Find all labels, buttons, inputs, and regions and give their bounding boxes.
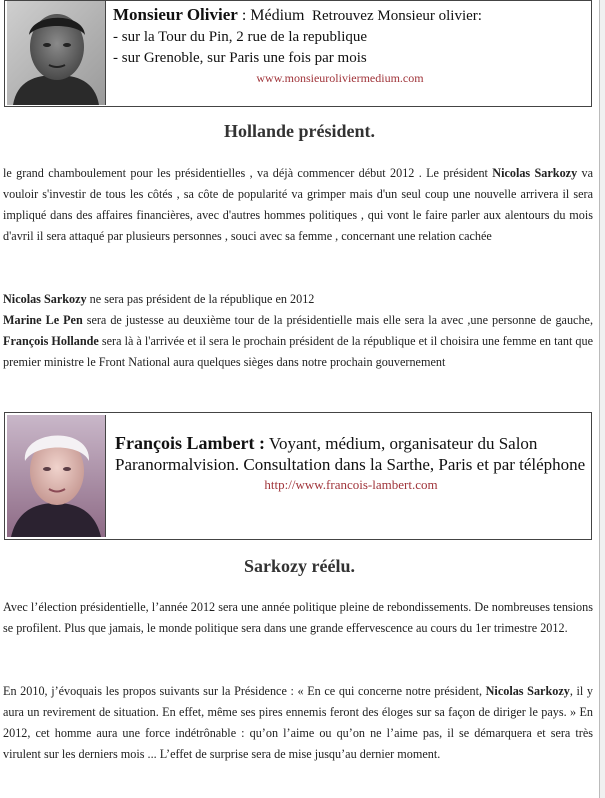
medium-name: François Lambert :	[115, 433, 265, 453]
name-sarkozy: Nicolas Sarkozy	[492, 166, 578, 180]
location-line-1: - sur la Tour du Pin, 2 rue de la republique	[113, 29, 368, 45]
portrait-photo-lambert	[7, 415, 106, 537]
medium-role: : Médium	[237, 7, 305, 24]
medium-info-lambert	[115, 433, 587, 495]
name-sarkozy: Nicolas Sarkozy	[3, 292, 87, 306]
paragraph-2: Nicolas Sarkozy ne sera pas président de la république en 2012 Marine Le Pen sera de justesse au deuxième tour de la présidentielle mais elle sera la avec ,une personne de gauche, François Hollande sera là à l'arrivée et il sera le prochain président de la république et il choisira une femme en tant que premier ministre le Front National aura quelques sièges dans notre prochain gouvernement	[3, 292, 593, 369]
medium-card-olivier	[4, 0, 592, 107]
website-link[interactable]: http://www.francois-lambert.com	[264, 477, 438, 492]
website-link[interactable]: www.monsieuroliviermedium.com	[256, 71, 424, 85]
name-le-pen: Marine Le Pen	[3, 313, 83, 327]
paragraph-4: En 2010, j’évoquais les propos suivants sur la Présidence : « En ce qui concerne notre président, Nicolas Sarkozy, il y aura un revirement de situation. En effet, même ses pires ennemis feront des éloges sur sa façon de diriger le pays. » En 2012, cet homme aura une force indétrônable : qu’on l’aime ou qu’on ne l’aime pas, il se démarquera et sera très virulent sur les derniers mois ... L’effet de surprise sera de mise jusqu’au dernier moment.	[3, 684, 593, 761]
name-hollande: François Hollande	[3, 334, 99, 348]
medium-info-olivier	[113, 4, 587, 87]
location-line-2: - sur Grenoble, sur Paris une fois par mois	[113, 50, 367, 66]
paragraph-1: le grand chamboulement pour les présidentielles , va déjà commencer début 2012 . Le président Nicolas Sarkozy va vouloir s'investir de tous les côtés , sa côte de popularité va grimper mais d'un seul coup une nouvelle arrivera il sera impliqué dans des affaires financières, avec d'autres hommes politiques , qui vont le faire parler aux alentours du mois d'avril il sera attaqué par plusieurs personnes , souci avec sa femme , concernant une relation cachée	[3, 166, 594, 243]
medium-description: Voyant, médium, organisateur du Salon Paranormalvision. Consultation dans la Sarthe, Paris et par téléphone	[115, 434, 586, 474]
section-heading-hollande: Hollande président.	[223, 121, 375, 141]
medium-card-lambert	[4, 412, 592, 540]
medium-intro: Retrouvez Monsieur olivier:	[311, 8, 482, 24]
window-edge	[600, 0, 605, 798]
portrait-photo-olivier	[7, 1, 106, 105]
paragraph-3: Avec l’élection présidentielle, l’année 2012 sera une année politique pleine de rebondissements. De nombreuses tensions se profilent. Plus que jamais, le monde politique sera dans une grande effervescence au cours du 1er trimestre 2012.	[3, 600, 593, 635]
name-sarkozy: Nicolas Sarkozy	[485, 684, 570, 698]
medium-name: Monsieur Olivier	[113, 5, 238, 24]
section-heading-sarkozy: Sarkozy réélu.	[244, 556, 355, 576]
